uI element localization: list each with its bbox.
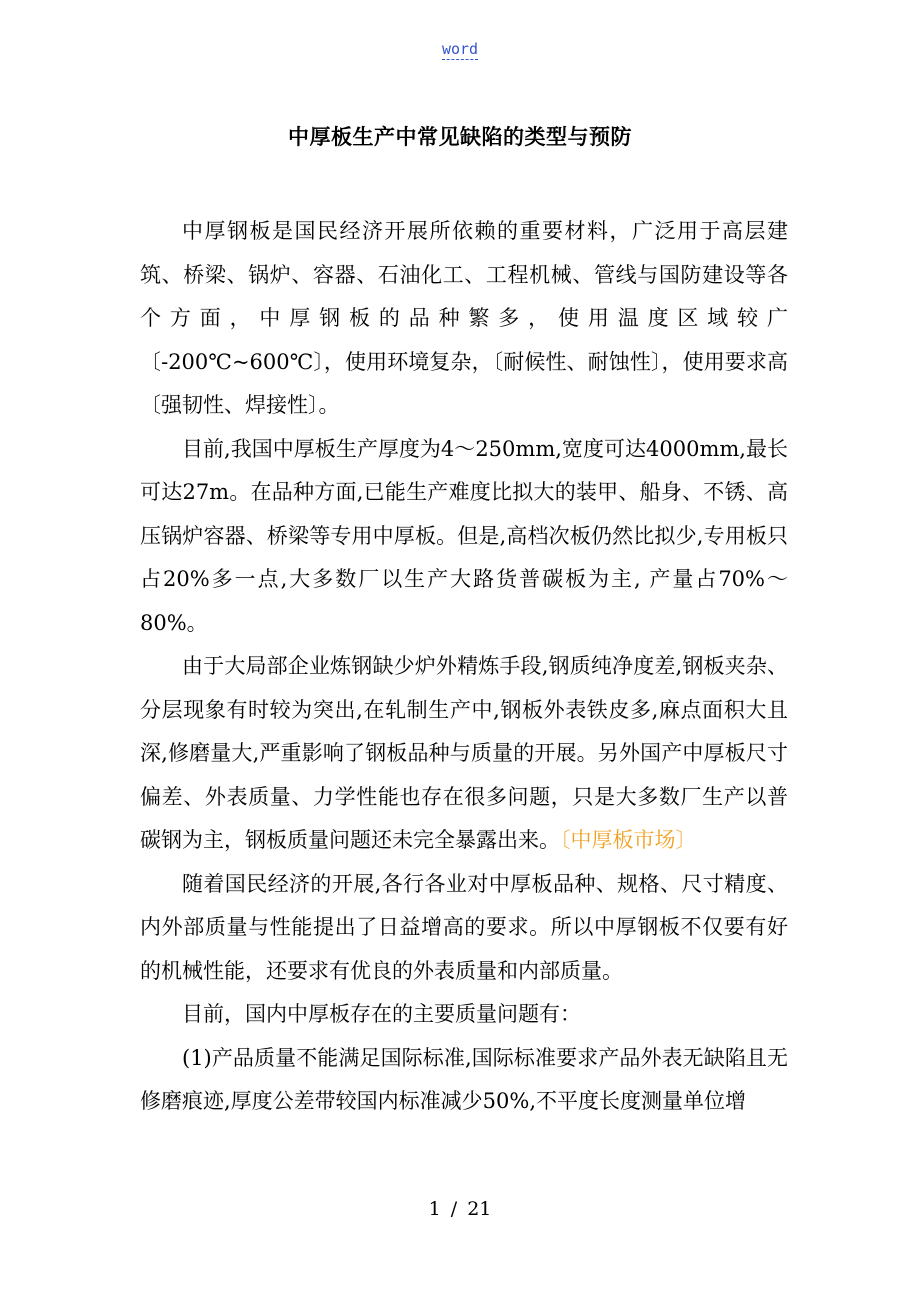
paragraph-5: 目前，国内中厚板存在的主要质量问题有：: [182, 1002, 581, 1026]
paragraph-3-text: 由于大局部企业炼钢缺少炉外精炼手段,钢质纯净度差,钢板夹杂、分层现象有时较为突出,在轧制生产中,钢板外表铁皮多,麻点面积大且深,修磨量大,严重影响了钢板品种与质量的开展。另外国产中厚板尺寸偏差、外表质量、力学性能也存在很多问题，只是大多数厂生产以普碳钢为主，钢板质量问题还未完全暴露出来。: [140, 654, 788, 852]
document-title: 中厚板生产中常见缺陷的类型与预防: [288, 124, 632, 149]
word-link[interactable]: word: [441, 40, 479, 58]
paragraph-6: (1)产品质量不能满足国际标准,国际标准要求产品外表无缺陷且无修磨痕迹,厚度公差带较国内标准减少50%,不平度长度测量单位增: [140, 1045, 788, 1113]
paragraph-2: 目前,我国中厚板生产厚度为4～250mm,宽度可达4000mm,最长可达27m。在品种方面,已能生产难度比拟大的装甲、船身、不锈、高压锅炉容器、桥梁等专用中厚板。但是,高档次板仍然比拟少,专用板只占20%多一点,大多数厂以生产大路货普碳板为主, 产量占70%～80%。: [140, 436, 788, 635]
paragraph-4: 随着国民经济的开展,各行各业对中厚板品种、规格、尺寸精度、内外部质量与性能提出了日益增高的要求。所以中厚钢板不仅要有好的机械性能，还要求有优良的外表质量和内部质量。: [140, 871, 788, 983]
paragraph-1: 中厚钢板是国民经济开展所依赖的重要材料，广泛用于高层建筑、桥梁、锅炉、容器、石油化工、工程机械、管线与国防建设等各个方面，中厚钢板的品种繁多，使用温度区域较广〔-200℃~600℃〕，使用环境复杂，〔耐候性、耐蚀性〕，使用要求高〔强韧性、焊接性〕。: [140, 219, 788, 417]
page-number: 1 / 21: [428, 1198, 492, 1220]
header: [0, 40, 920, 58]
paragraph-3: [140, 645, 788, 863]
market-link[interactable]: 〔中厚板市场〕: [560, 828, 697, 852]
document-body: [140, 210, 788, 1124]
